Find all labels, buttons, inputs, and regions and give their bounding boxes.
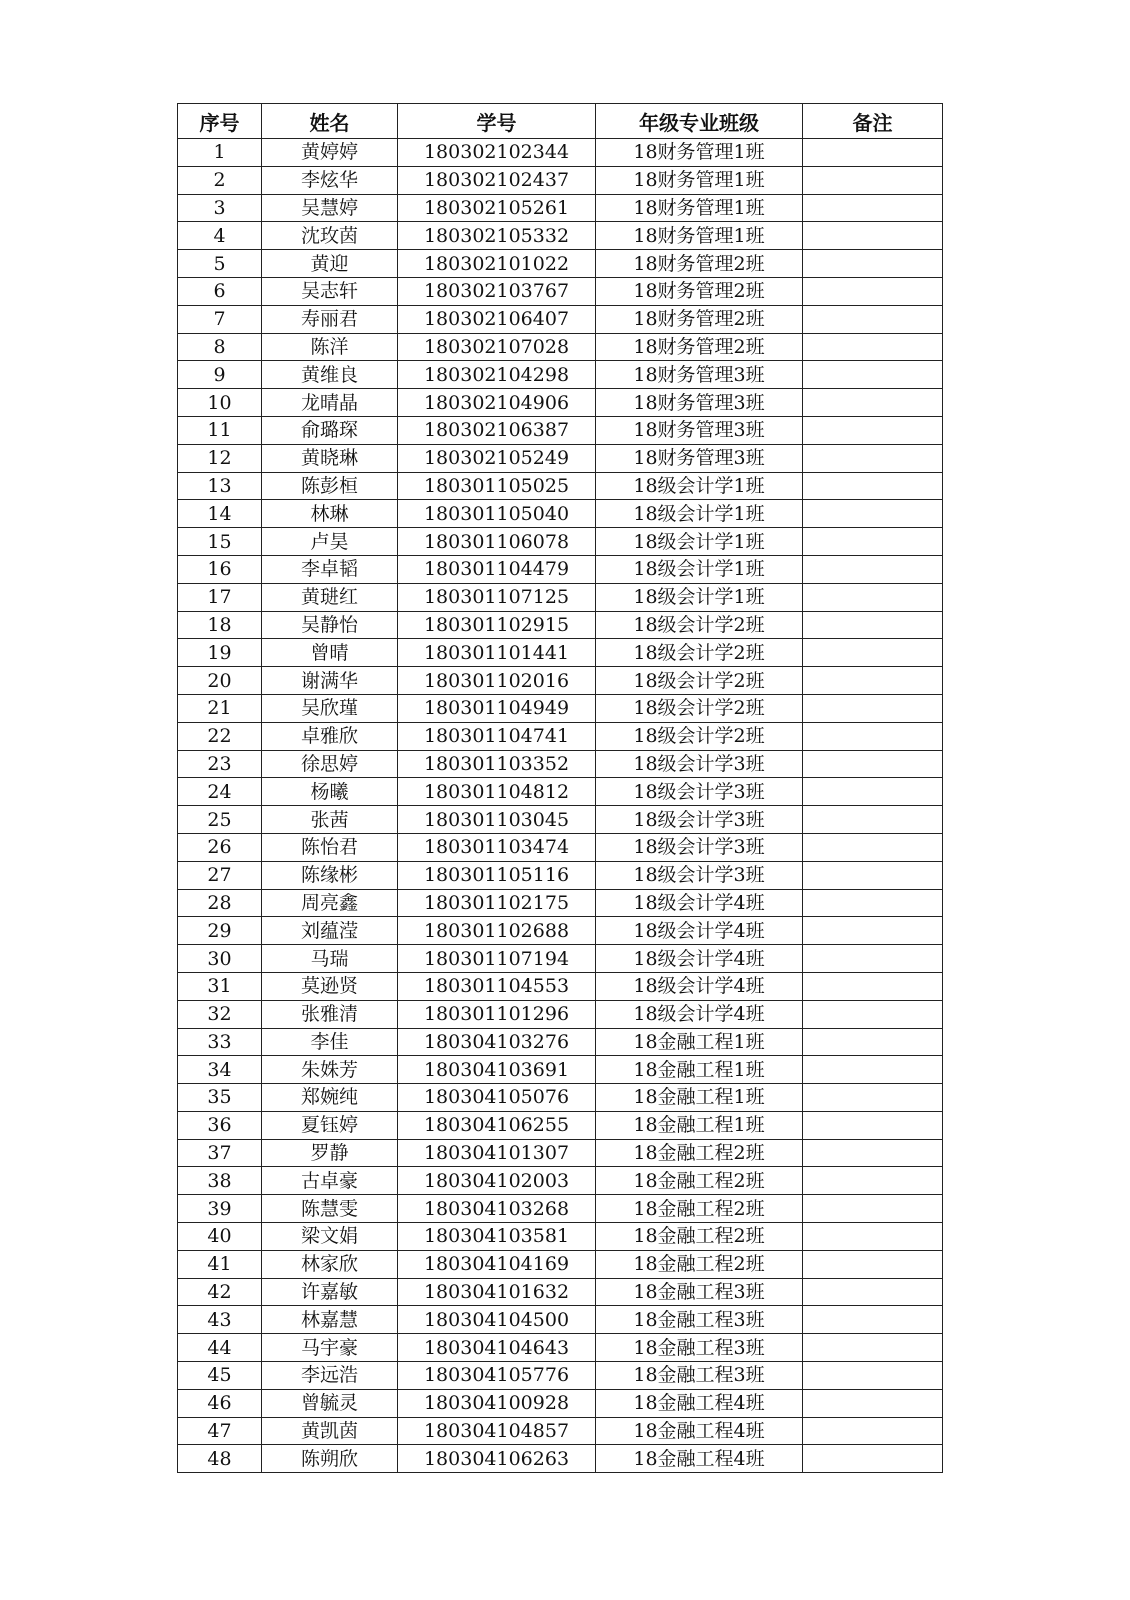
cell-grade-major-class: 18财务管理2班 (596, 333, 803, 361)
cell-remarks (803, 472, 943, 500)
cell-remarks (803, 1223, 943, 1251)
cell-name: 吴静怡 (262, 611, 398, 639)
table-row (178, 1389, 943, 1417)
table-row (178, 1417, 943, 1445)
cell-student-id: 180302106387 (398, 416, 596, 444)
cell-student-id: 180301101441 (398, 639, 596, 667)
cell-remarks (803, 1389, 943, 1417)
cell-remarks (803, 222, 943, 250)
cell-serial-number: 19 (178, 639, 262, 667)
cell-grade-major-class: 18级会计学4班 (596, 1000, 803, 1028)
cell-remarks (803, 555, 943, 583)
cell-remarks (803, 361, 943, 389)
cell-name: 李炫华 (262, 166, 398, 194)
table-row (178, 1250, 943, 1278)
cell-remarks (803, 806, 943, 834)
cell-student-id: 180302105249 (398, 444, 596, 472)
cell-grade-major-class: 18级会计学2班 (596, 722, 803, 750)
cell-serial-number: 45 (178, 1362, 262, 1390)
cell-student-id: 180304104857 (398, 1417, 596, 1445)
table-row (178, 194, 943, 222)
cell-serial-number: 17 (178, 583, 262, 611)
cell-grade-major-class: 18级会计学1班 (596, 555, 803, 583)
cell-serial-number: 6 (178, 277, 262, 305)
cell-remarks (803, 389, 943, 417)
cell-serial-number: 10 (178, 389, 262, 417)
cell-remarks (803, 972, 943, 1000)
cell-serial-number: 29 (178, 917, 262, 945)
cell-student-id: 180301102688 (398, 917, 596, 945)
cell-name: 卢昊 (262, 528, 398, 556)
table-row (178, 528, 943, 556)
cell-serial-number: 5 (178, 250, 262, 278)
table-row (178, 1028, 943, 1056)
cell-name: 黄维良 (262, 361, 398, 389)
cell-serial-number: 2 (178, 166, 262, 194)
cell-remarks (803, 833, 943, 861)
cell-student-id: 180304105776 (398, 1362, 596, 1390)
cell-remarks (803, 333, 943, 361)
cell-grade-major-class: 18金融工程1班 (596, 1111, 803, 1139)
cell-serial-number: 30 (178, 945, 262, 973)
cell-name: 曾晴 (262, 639, 398, 667)
cell-remarks (803, 778, 943, 806)
cell-name: 陈怡君 (262, 833, 398, 861)
cell-grade-major-class: 18金融工程1班 (596, 1084, 803, 1112)
table-row (178, 1139, 943, 1167)
cell-grade-major-class: 18级会计学4班 (596, 972, 803, 1000)
cell-student-id: 180304103581 (398, 1223, 596, 1251)
cell-grade-major-class: 18级会计学4班 (596, 917, 803, 945)
cell-serial-number: 24 (178, 778, 262, 806)
cell-student-id: 180301103474 (398, 833, 596, 861)
cell-grade-major-class: 18财务管理2班 (596, 250, 803, 278)
table-row (178, 611, 943, 639)
cell-serial-number: 14 (178, 500, 262, 528)
cell-grade-major-class: 18级会计学4班 (596, 889, 803, 917)
cell-student-id: 180304106263 (398, 1445, 596, 1473)
cell-grade-major-class: 18金融工程4班 (596, 1445, 803, 1473)
cell-name: 陈朔欣 (262, 1445, 398, 1473)
table-row (178, 1223, 943, 1251)
cell-name: 卓雅欣 (262, 722, 398, 750)
cell-name: 龙晴晶 (262, 389, 398, 417)
table-row (178, 444, 943, 472)
cell-student-id: 180302104298 (398, 361, 596, 389)
cell-remarks (803, 1195, 943, 1223)
cell-remarks (803, 1445, 943, 1473)
cell-student-id: 180304104643 (398, 1334, 596, 1362)
cell-remarks (803, 861, 943, 889)
cell-grade-major-class: 18级会计学3班 (596, 806, 803, 834)
cell-student-id: 180301105116 (398, 861, 596, 889)
cell-name: 黄婷婷 (262, 139, 398, 167)
cell-student-id: 180301104812 (398, 778, 596, 806)
cell-remarks (803, 305, 943, 333)
cell-name: 黄凯茵 (262, 1417, 398, 1445)
table-row (178, 722, 943, 750)
cell-grade-major-class: 18级会计学1班 (596, 583, 803, 611)
cell-remarks (803, 1111, 943, 1139)
cell-name: 李远浩 (262, 1362, 398, 1390)
table-row (178, 222, 943, 250)
cell-student-id: 180304103691 (398, 1056, 596, 1084)
table-row (178, 778, 943, 806)
cell-serial-number: 21 (178, 694, 262, 722)
cell-remarks (803, 1084, 943, 1112)
cell-serial-number: 13 (178, 472, 262, 500)
cell-serial-number: 47 (178, 1417, 262, 1445)
table-row (178, 1306, 943, 1334)
table-row (178, 389, 943, 417)
header-student-id: 学号 (398, 104, 596, 139)
table-header-row (178, 104, 943, 139)
cell-serial-number: 11 (178, 416, 262, 444)
table-row (178, 472, 943, 500)
cell-name: 黄迎 (262, 250, 398, 278)
cell-remarks (803, 500, 943, 528)
cell-remarks (803, 194, 943, 222)
cell-name: 徐思婷 (262, 750, 398, 778)
table-row (178, 1362, 943, 1390)
cell-student-id: 180301105040 (398, 500, 596, 528)
table-row (178, 583, 943, 611)
cell-name: 俞璐琛 (262, 416, 398, 444)
cell-serial-number: 48 (178, 1445, 262, 1473)
cell-student-id: 180304101632 (398, 1278, 596, 1306)
cell-grade-major-class: 18财务管理2班 (596, 277, 803, 305)
cell-name: 郑婉纯 (262, 1084, 398, 1112)
header-grade-major-class: 年级专业班级 (596, 104, 803, 139)
cell-grade-major-class: 18级会计学4班 (596, 945, 803, 973)
cell-grade-major-class: 18财务管理1班 (596, 166, 803, 194)
cell-name: 林家欣 (262, 1250, 398, 1278)
table-row (178, 416, 943, 444)
cell-remarks (803, 1139, 943, 1167)
cell-grade-major-class: 18级会计学1班 (596, 500, 803, 528)
cell-name: 吴欣瑾 (262, 694, 398, 722)
table-row (178, 277, 943, 305)
table-row (178, 166, 943, 194)
cell-grade-major-class: 18级会计学3班 (596, 861, 803, 889)
cell-remarks (803, 250, 943, 278)
cell-name: 罗静 (262, 1139, 398, 1167)
cell-remarks (803, 1250, 943, 1278)
cell-serial-number: 36 (178, 1111, 262, 1139)
cell-grade-major-class: 18级会计学2班 (596, 667, 803, 695)
cell-remarks (803, 277, 943, 305)
cell-serial-number: 18 (178, 611, 262, 639)
cell-serial-number: 22 (178, 722, 262, 750)
cell-serial-number: 40 (178, 1223, 262, 1251)
cell-remarks (803, 1278, 943, 1306)
cell-serial-number: 3 (178, 194, 262, 222)
cell-remarks (803, 416, 943, 444)
cell-student-id: 180301107125 (398, 583, 596, 611)
cell-name: 张雅清 (262, 1000, 398, 1028)
cell-name: 许嘉敏 (262, 1278, 398, 1306)
cell-remarks (803, 1028, 943, 1056)
cell-grade-major-class: 18财务管理2班 (596, 305, 803, 333)
table-row (178, 1111, 943, 1139)
cell-remarks (803, 750, 943, 778)
cell-grade-major-class: 18级会计学3班 (596, 750, 803, 778)
cell-student-id: 180304103268 (398, 1195, 596, 1223)
table-row (178, 972, 943, 1000)
cell-student-id: 180301102016 (398, 667, 596, 695)
cell-grade-major-class: 18金融工程4班 (596, 1389, 803, 1417)
cell-name: 梁文娟 (262, 1223, 398, 1251)
cell-grade-major-class: 18金融工程2班 (596, 1223, 803, 1251)
cell-grade-major-class: 18金融工程1班 (596, 1028, 803, 1056)
cell-student-id: 180304104169 (398, 1250, 596, 1278)
table-row (178, 694, 943, 722)
cell-student-id: 180304100928 (398, 1389, 596, 1417)
cell-name: 夏钰婷 (262, 1111, 398, 1139)
cell-serial-number: 7 (178, 305, 262, 333)
cell-serial-number: 32 (178, 1000, 262, 1028)
cell-serial-number: 25 (178, 806, 262, 834)
table-row (178, 361, 943, 389)
cell-grade-major-class: 18财务管理3班 (596, 444, 803, 472)
table-row (178, 861, 943, 889)
table-row (178, 250, 943, 278)
cell-remarks (803, 667, 943, 695)
cell-serial-number: 15 (178, 528, 262, 556)
table-row (178, 917, 943, 945)
cell-grade-major-class: 18金融工程2班 (596, 1195, 803, 1223)
cell-student-id: 180304103276 (398, 1028, 596, 1056)
cell-grade-major-class: 18金融工程3班 (596, 1334, 803, 1362)
table-row (178, 889, 943, 917)
cell-serial-number: 1 (178, 139, 262, 167)
cell-grade-major-class: 18金融工程2班 (596, 1250, 803, 1278)
header-remarks: 备注 (803, 104, 943, 139)
table-row (178, 1000, 943, 1028)
cell-grade-major-class: 18金融工程3班 (596, 1306, 803, 1334)
cell-name: 沈玫茵 (262, 222, 398, 250)
cell-serial-number: 42 (178, 1278, 262, 1306)
cell-remarks (803, 583, 943, 611)
cell-student-id: 180302106407 (398, 305, 596, 333)
cell-student-id: 180301104553 (398, 972, 596, 1000)
table-row (178, 1278, 943, 1306)
cell-remarks (803, 139, 943, 167)
cell-remarks (803, 444, 943, 472)
cell-student-id: 180301103045 (398, 806, 596, 834)
cell-grade-major-class: 18金融工程3班 (596, 1278, 803, 1306)
table-row (178, 1084, 943, 1112)
cell-remarks (803, 1056, 943, 1084)
cell-serial-number: 46 (178, 1389, 262, 1417)
cell-name: 寿丽君 (262, 305, 398, 333)
cell-grade-major-class: 18级会计学1班 (596, 472, 803, 500)
cell-serial-number: 41 (178, 1250, 262, 1278)
table-row (178, 1167, 943, 1195)
table-row (178, 750, 943, 778)
cell-name: 刘蕴滢 (262, 917, 398, 945)
table-body (178, 139, 943, 1473)
cell-remarks (803, 528, 943, 556)
cell-name: 谢满华 (262, 667, 398, 695)
cell-student-id: 180302101022 (398, 250, 596, 278)
cell-serial-number: 38 (178, 1167, 262, 1195)
cell-name: 林嘉慧 (262, 1306, 398, 1334)
student-roster-table (177, 103, 943, 1473)
cell-grade-major-class: 18金融工程4班 (596, 1417, 803, 1445)
cell-name: 马瑞 (262, 945, 398, 973)
cell-student-id: 180302107028 (398, 333, 596, 361)
cell-serial-number: 35 (178, 1084, 262, 1112)
cell-grade-major-class: 18金融工程2班 (596, 1139, 803, 1167)
table-row (178, 1056, 943, 1084)
cell-name: 吴慧婷 (262, 194, 398, 222)
cell-name: 陈缘彬 (262, 861, 398, 889)
cell-serial-number: 16 (178, 555, 262, 583)
cell-remarks (803, 166, 943, 194)
cell-student-id: 180302105332 (398, 222, 596, 250)
cell-name: 张茜 (262, 806, 398, 834)
cell-student-id: 180301105025 (398, 472, 596, 500)
cell-name: 古卓豪 (262, 1167, 398, 1195)
cell-remarks (803, 694, 943, 722)
cell-remarks (803, 1000, 943, 1028)
cell-grade-major-class: 18财务管理3班 (596, 389, 803, 417)
cell-grade-major-class: 18金融工程1班 (596, 1056, 803, 1084)
table-row (178, 500, 943, 528)
table-row (178, 639, 943, 667)
cell-serial-number: 39 (178, 1195, 262, 1223)
cell-grade-major-class: 18级会计学3班 (596, 833, 803, 861)
table-row (178, 1195, 943, 1223)
cell-name: 周亮鑫 (262, 889, 398, 917)
cell-name: 陈彭桓 (262, 472, 398, 500)
cell-student-id: 180304104500 (398, 1306, 596, 1334)
cell-remarks (803, 1417, 943, 1445)
cell-remarks (803, 1306, 943, 1334)
cell-student-id: 180301104741 (398, 722, 596, 750)
table-row (178, 1445, 943, 1473)
cell-remarks (803, 639, 943, 667)
cell-remarks (803, 1334, 943, 1362)
cell-student-id: 180301101296 (398, 1000, 596, 1028)
table-row (178, 945, 943, 973)
cell-grade-major-class: 18财务管理1班 (596, 194, 803, 222)
cell-name: 黄晓琳 (262, 444, 398, 472)
table-row (178, 139, 943, 167)
cell-remarks (803, 917, 943, 945)
cell-grade-major-class: 18级会计学2班 (596, 694, 803, 722)
cell-student-id: 180301106078 (398, 528, 596, 556)
cell-name: 李卓韬 (262, 555, 398, 583)
cell-serial-number: 20 (178, 667, 262, 695)
cell-grade-major-class: 18财务管理3班 (596, 361, 803, 389)
cell-student-id: 180301104949 (398, 694, 596, 722)
cell-serial-number: 8 (178, 333, 262, 361)
cell-serial-number: 43 (178, 1306, 262, 1334)
cell-student-id: 180304102003 (398, 1167, 596, 1195)
cell-name: 黄琎红 (262, 583, 398, 611)
cell-student-id: 180301107194 (398, 945, 596, 973)
cell-name: 曾毓灵 (262, 1389, 398, 1417)
cell-remarks (803, 722, 943, 750)
cell-serial-number: 9 (178, 361, 262, 389)
cell-student-id: 180304101307 (398, 1139, 596, 1167)
cell-remarks (803, 889, 943, 917)
cell-student-id: 180302105261 (398, 194, 596, 222)
header-serial-number: 序号 (178, 104, 262, 139)
cell-serial-number: 26 (178, 833, 262, 861)
cell-serial-number: 23 (178, 750, 262, 778)
cell-remarks (803, 1167, 943, 1195)
table-row (178, 555, 943, 583)
cell-grade-major-class: 18财务管理1班 (596, 139, 803, 167)
cell-serial-number: 12 (178, 444, 262, 472)
cell-student-id: 180302103767 (398, 277, 596, 305)
table-row (178, 1334, 943, 1362)
cell-serial-number: 31 (178, 972, 262, 1000)
cell-serial-number: 33 (178, 1028, 262, 1056)
cell-student-id: 180301103352 (398, 750, 596, 778)
cell-name: 莫逊贤 (262, 972, 398, 1000)
cell-name: 陈慧雯 (262, 1195, 398, 1223)
table-row (178, 833, 943, 861)
cell-name: 陈洋 (262, 333, 398, 361)
cell-student-id: 180304106255 (398, 1111, 596, 1139)
cell-student-id: 180302102344 (398, 139, 596, 167)
cell-student-id: 180301102175 (398, 889, 596, 917)
cell-grade-major-class: 18级会计学3班 (596, 778, 803, 806)
cell-name: 杨曦 (262, 778, 398, 806)
cell-grade-major-class: 18级会计学2班 (596, 611, 803, 639)
cell-remarks (803, 1362, 943, 1390)
cell-remarks (803, 611, 943, 639)
cell-serial-number: 28 (178, 889, 262, 917)
cell-grade-major-class: 18金融工程3班 (596, 1362, 803, 1390)
cell-serial-number: 27 (178, 861, 262, 889)
cell-name: 朱姝芳 (262, 1056, 398, 1084)
cell-name: 吴志轩 (262, 277, 398, 305)
cell-grade-major-class: 18级会计学2班 (596, 639, 803, 667)
cell-serial-number: 4 (178, 222, 262, 250)
cell-name: 李佳 (262, 1028, 398, 1056)
cell-grade-major-class: 18级会计学1班 (596, 528, 803, 556)
cell-student-id: 180301102915 (398, 611, 596, 639)
table-row (178, 305, 943, 333)
table-row (178, 806, 943, 834)
cell-grade-major-class: 18财务管理3班 (596, 416, 803, 444)
cell-name: 马宇豪 (262, 1334, 398, 1362)
cell-student-id: 180304105076 (398, 1084, 596, 1112)
cell-serial-number: 34 (178, 1056, 262, 1084)
cell-grade-major-class: 18金融工程2班 (596, 1167, 803, 1195)
cell-name: 林琳 (262, 500, 398, 528)
cell-serial-number: 44 (178, 1334, 262, 1362)
cell-serial-number: 37 (178, 1139, 262, 1167)
cell-grade-major-class: 18财务管理1班 (596, 222, 803, 250)
cell-student-id: 180301104479 (398, 555, 596, 583)
cell-student-id: 180302104906 (398, 389, 596, 417)
cell-remarks (803, 945, 943, 973)
table-row (178, 667, 943, 695)
cell-student-id: 180302102437 (398, 166, 596, 194)
table-row (178, 333, 943, 361)
header-name: 姓名 (262, 104, 398, 139)
